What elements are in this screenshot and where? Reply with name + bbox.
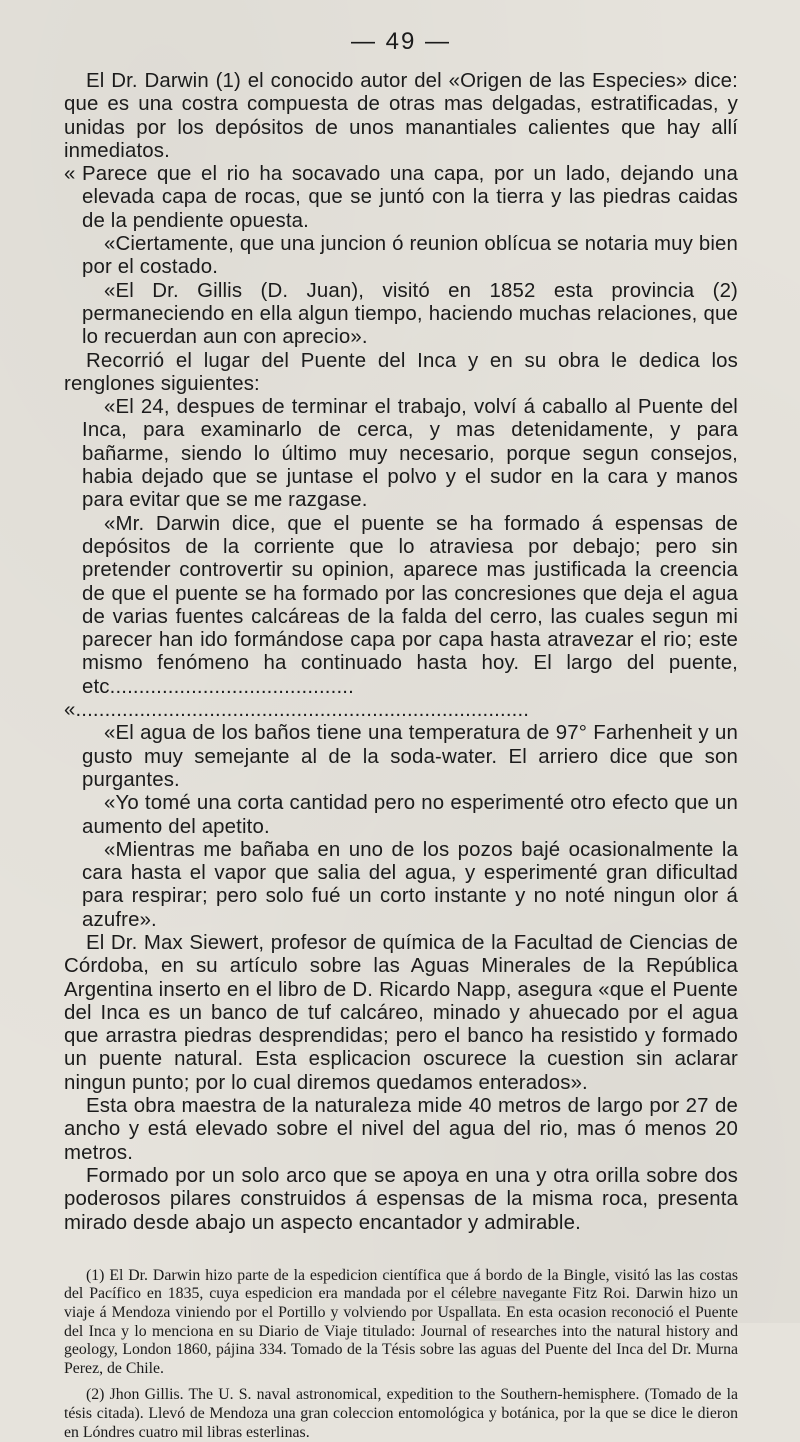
footnote-2: (2) Jhon Gillis. The U. S. naval astronomical, expedition to the Southern-hemisphere. (Tomado de la tésis citada). Llevó de Mendoza una gran coleccion entomológica y botánica, por la que se dice le dieron en Lóndres cuatro mil libras esterlinas. — [64, 1386, 738, 1441]
main-text — [64, 70, 738, 1235]
paragraph-quote-rio: « Parece que el rio ha socavado una capa, por un lado, dejando una elevada capa de rocas, que se juntó con la tierra y las piedras caidas de la pendiente opuesta. — [64, 163, 738, 233]
paragraph-dimensions: Esta obra maestra de la naturaleza mide 40 metros de largo por 27 de ancho y está elevado sobre el nivel del agua del rio, mas ó menos 20 metros. — [64, 1095, 738, 1164]
paragraph-bath-temperature: «El agua de los baños tiene una temperatura de 97° Farhenheit y un gusto muy semejante al de la soda-water. El arriero dice que son purgantes. — [82, 722, 738, 791]
footnote-1: (1) El Dr. Darwin hizo parte de la espedicion científica que á bordo de la Bingle, visitó las las costas del Pacífico en 1835, cuya espedicion era mandada por el célebre navegante Fitz Roi. Darwin hizo un viaje á Mendoza viniendo por el Portillo y volviendo por Uspallata. En esta ocasion reconoció el Puente del Inca y lo menciona en su Diario de Viaje titulado: Journal of researches into the natural history and geology, London 1860, pájina 334. Tomado de la Tésis sobre las aguas del Puente del Inca del Dr. Murna Perez, de Chile. — [64, 1266, 738, 1377]
paper-smudge — [480, 1298, 520, 1301]
paragraph-gillis-darwin: «Mr. Darwin dice, que el puente se ha formado á espensas de depósitos de la corriente que lo atraviesa por debajo; pero sin pretender controvertir su opinion, aparece mas justificada la creencia de que el puente se ha formado por las concresiones que deja el agua de varias fuentes calcáreas de la falda del cerro, las cuales segun mi parecer han ido formándose capa por capa hasta atravezar el rio; este mismo fenómeno ha continuado hasta hoy. El largo del puente, etc.......................................... — [82, 512, 738, 698]
paragraph-siewert: El Dr. Max Siewert, profesor de química de la Facultad de Ciencias de Córdoba, en su artículo sobre las Aguas Minerales de la República Argentina inserto en el libro de D. Ricardo Napp, asegura «que el Puente del Inca es un banco de tuf calcáreo, minado y ahuecado por el agua que arrastra piedras desprendidas; pero el banco ha resistido y formado un puente natural. Esta esplicacion oscurece la cuestion sin aclarar ningun punto; por lo cual diremos quedamos enterados». — [64, 931, 738, 1094]
paragraph-quote-juncion: «Ciertamente, que una juncion ó reunion oblícua se notaria muy bien por el costado. — [82, 233, 738, 279]
footnotes — [64, 1267, 738, 1442]
paragraph-gillis-24: «El 24, despues de terminar el trabajo, volví á caballo al Puente del Inca, para examinarlo de cerca, y mas detenidamente, y para bañarme, siendo lo último muy necesario, porque segun consejos, habia dejado que se juntase el polvo y el sudor en la cara y manos para evitar que se me razgase. — [82, 396, 738, 512]
paragraph-appetite: «Yo tomé una corta cantidad pero no esperimenté otro efecto que un aumento del apetito. — [82, 792, 738, 838]
paragraph-gillis-visit: «El Dr. Gillis (D. Juan), visitó en 1852 esta provincia (2) permaneciendo en ella algun tiempo, haciendo muchas relaciones, que lo recuerdan aun con aprecio». — [82, 279, 738, 349]
paragraph-recorrio: Recorrió el lugar del Puente del Inca y en su obra le dedica los renglones siguientes: — [64, 349, 738, 395]
paragraph-vapor: «Mientras me bañaba en uno de los pozos bajé ocasionalmente la cara hasta el vapor que salia del agua, y esperimenté gran dificultad para respirar; pero solo fué un corto instante y no noté ningun olor á azufre». — [82, 838, 738, 931]
paragraph-darwin-quote: El Dr. Darwin (1) el conocido autor del «Origen de las Especies» dice: que es una costra compuesta de otras mas delgadas, estratificadas, y unidas por los depósitos de unos manantiales calientes que hay allí inmediatos. — [64, 70, 738, 162]
paragraph-arch: Formado por un solo arco que se apoya en una y otra orilla sobre dos poderosos pilares construidos á espensas de la misma roca, presenta mirado desde abajo un aspecto encantador y admirable. — [64, 1164, 738, 1234]
page-number: — 49 — — [350, 28, 452, 55]
ellipsis-line: «.............................................................................. — [64, 699, 530, 722]
